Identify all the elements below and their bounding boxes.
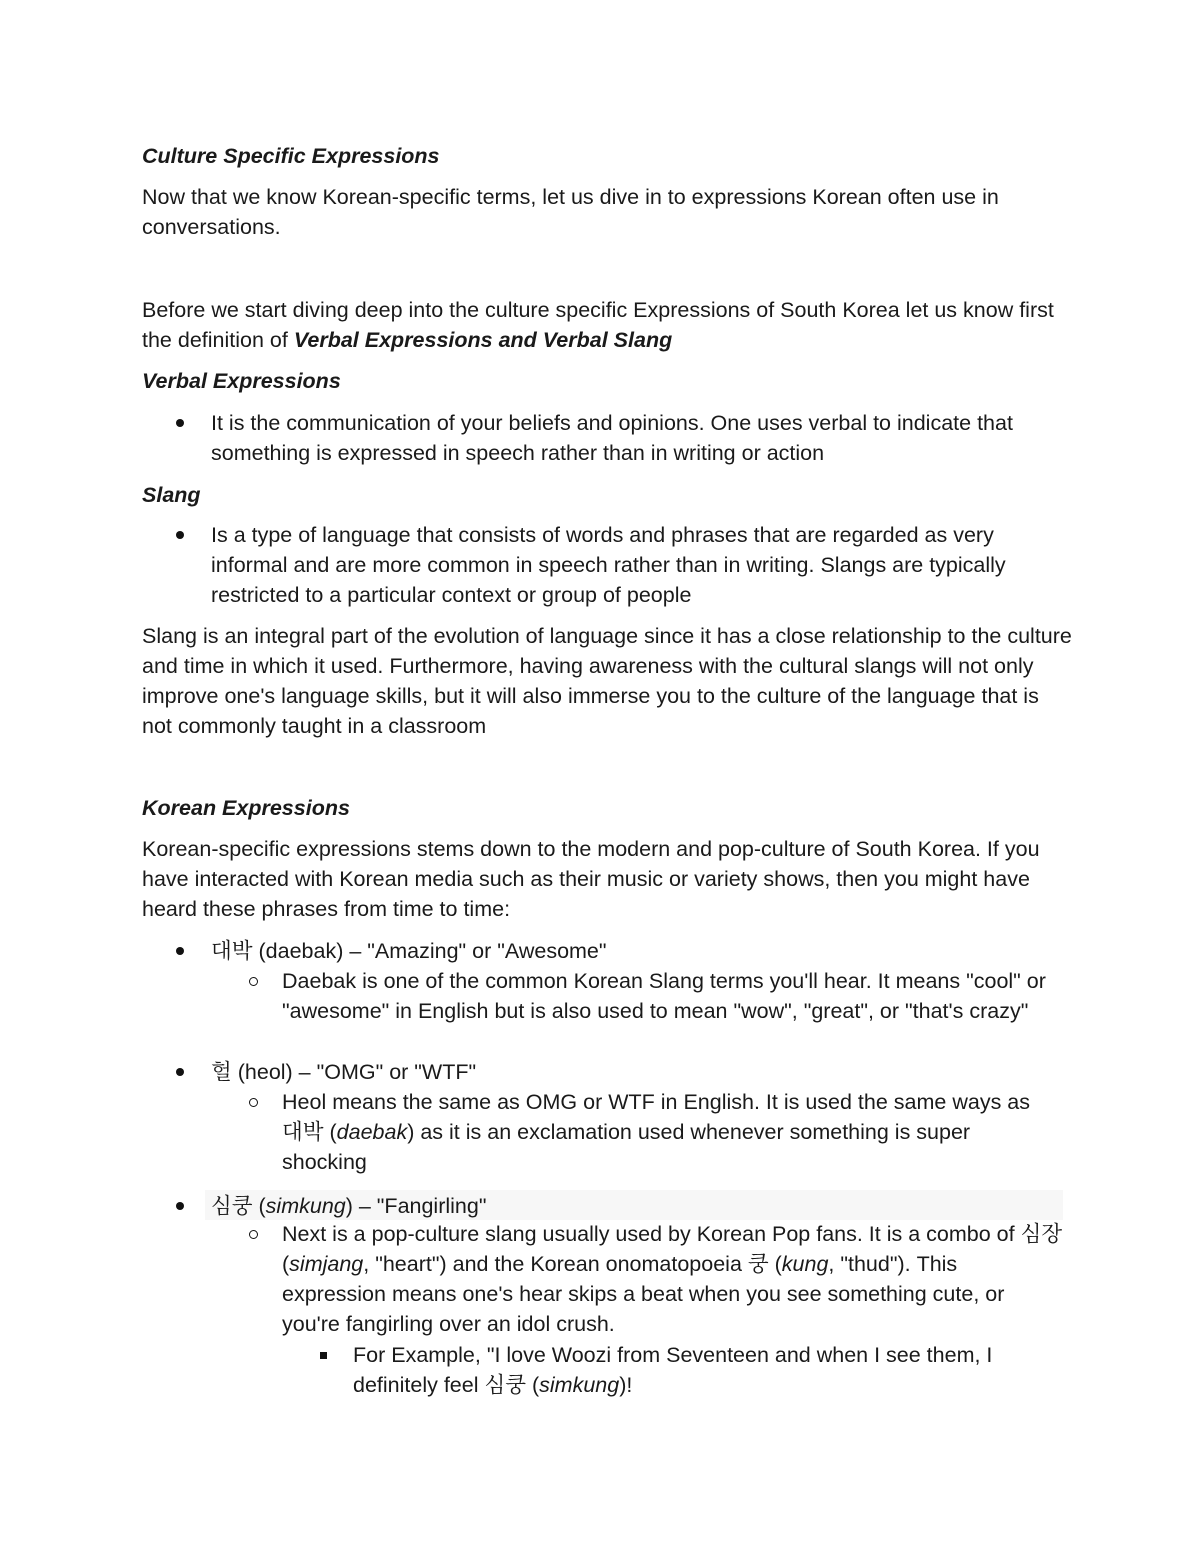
definition-intro-paragraph — [142, 295, 1072, 355]
hollow-bullet — [249, 1098, 258, 1107]
daebak-description: Daebak is one of the common Korean Slang terms you'll hear. It means "cool" or "awesome" in English but is also used to mean "wow", "great", or "that's crazy" — [282, 969, 1046, 1023]
verbal-expressions-bullet: It is the communication of your beliefs and opinions. One uses verbal to indicate that something is expressed in speech rather than in writing or action — [211, 411, 1013, 465]
bullet-dot — [176, 947, 184, 955]
bullet-dot — [176, 419, 184, 427]
korean-expressions-intro: Korean-specific expressions stems down to the modern and pop-culture of South Korea. If you have interacted with Korean media such as their music or variety shows, then you might have heard these phrases from time to time: — [142, 837, 1040, 921]
heol-desc-text-end: ) as it is an exclamation used whenever something is super shocking — [282, 1120, 971, 1174]
example-text: For Example, "I love Woozi from Seventeen and when I see them, I definitely feel 심쿵 ( — [353, 1343, 993, 1397]
slang-heading: Slang — [142, 483, 201, 507]
korean-expressions-heading: Korean Expressions — [142, 796, 350, 820]
example-italic: simkung — [539, 1373, 620, 1397]
simkung-label-text: 심쿵 ( — [211, 1194, 266, 1218]
definition-intro-text: Before we start diving deep into the culture specific Expressions of South Korea let us know first the definition of — [142, 298, 1054, 352]
verbal-expressions-heading: Verbal Expressions — [142, 369, 341, 393]
simkung-desc-italic-2: kung — [781, 1252, 829, 1276]
simkung-desc-text-end: , "thud"). This expression means one's hear skips a beat when you see something cute, or you're fangirling over an idol crush. — [282, 1252, 1005, 1336]
simkung-label-text-end: ) – "Fangirling" — [345, 1194, 487, 1218]
heol-item: 헐 (heol) – "OMG" or "WTF" — [211, 1060, 477, 1084]
definition-intro-bold: Verbal Expressions and Verbal Slang — [293, 328, 673, 352]
bullet-dot — [176, 1068, 184, 1076]
daebak-item: 대박 (daebak) – "Amazing" or "Awesome" — [211, 939, 607, 963]
heol-desc-text: Heol means the same as OMG or WTF in English. It is used the same ways as 대박 ( — [282, 1090, 1030, 1144]
simkung-desc-text-mid: , "heart") and the Korean onomatopoeia 쿵 ( — [363, 1252, 782, 1276]
simkung-example — [353, 1340, 1063, 1400]
example-text-end: )! — [619, 1373, 633, 1397]
simkung-label-italic: simkung — [265, 1194, 346, 1218]
heol-desc-italic: daebak — [336, 1120, 408, 1144]
simkung-desc-italic: simjang — [289, 1252, 364, 1276]
square-bullet — [320, 1352, 327, 1359]
bullet-dot — [176, 1202, 184, 1210]
bullet-dot — [176, 531, 184, 539]
slang-bullet: Is a type of language that consists of words and phrases that are regarded as very informal and are more common in speech rather than in writing. Slangs are typically restricted to a particular context or group of people — [211, 523, 1006, 607]
hollow-bullet — [249, 1230, 258, 1239]
simkung-item — [211, 1191, 1061, 1221]
intro-paragraph: Now that we know Korean-specific terms, let us dive in to expressions Korean often use in conversations. — [142, 185, 999, 239]
slang-paragraph: Slang is an integral part of the evolution of language since it has a close relationship to the culture and time in which it used. Furthermore, having awareness with the cultural slangs will not only improve one's language skills, but it will also immerse you to the culture of the language that is not commonly taught in a classroom — [142, 624, 1072, 738]
simkung-desc-text: Next is a pop-culture slang usually used by Korean Pop fans. It is a combo of 심장 ( — [282, 1222, 1063, 1276]
simkung-description — [282, 1219, 1067, 1339]
hollow-bullet — [249, 977, 258, 986]
heol-description — [282, 1087, 1052, 1177]
page-title: Culture Specific Expressions — [142, 144, 440, 168]
